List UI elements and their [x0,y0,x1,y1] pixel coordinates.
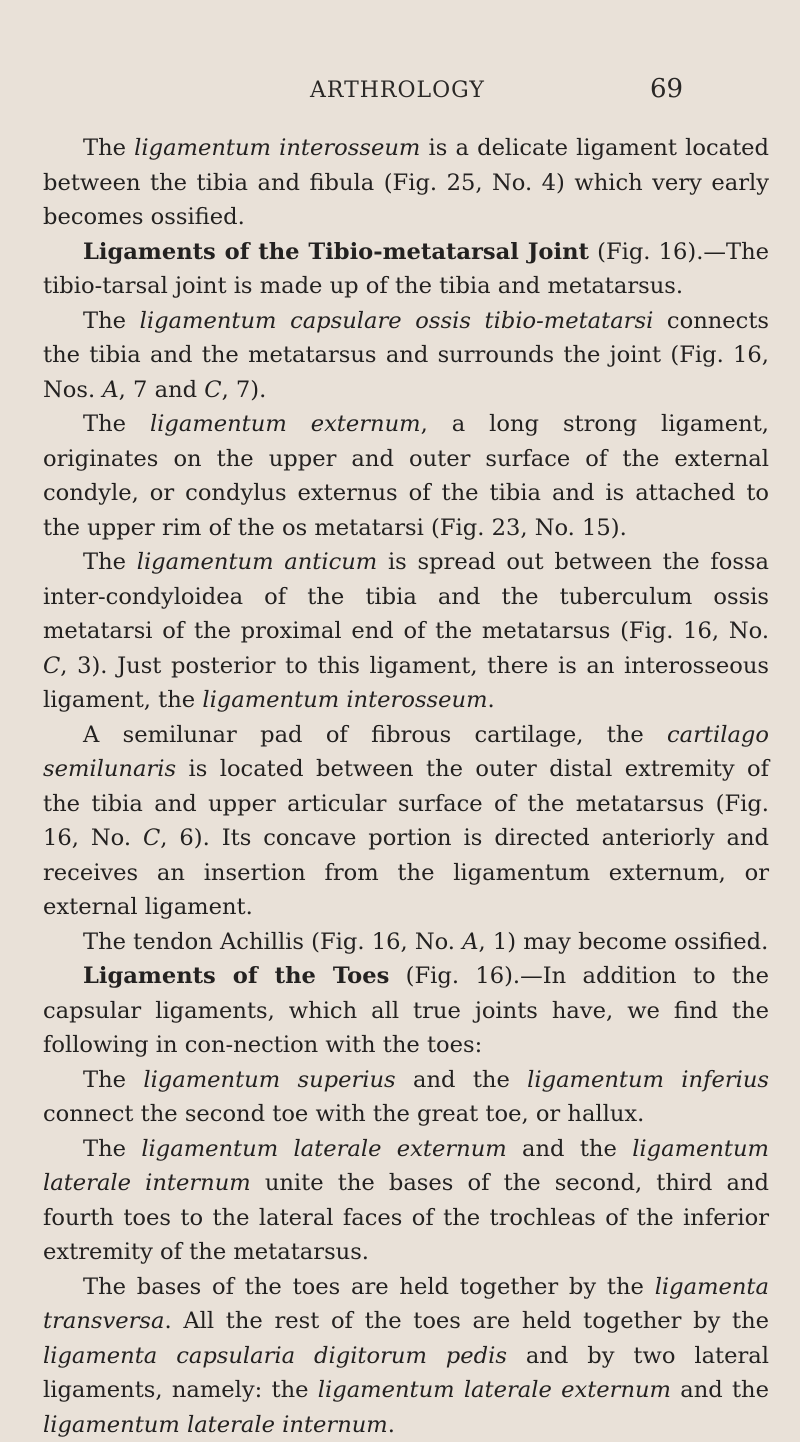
text-run: is spread out between the fossa inter-condyloidea of the tibia and the tuberculum ossis metatarsi of the proximal end of the metatarsus (Fig. 16, No. [43,549,769,644]
text-run: The [83,135,134,161]
paragraph [43,304,769,408]
paragraph [43,1132,769,1270]
text-run: The tendon Achillis (Fig. 16, No. [83,929,462,955]
italic-term: A [462,929,478,955]
italic-term: cartilago semilunaris [43,722,769,783]
italic-term: C [204,377,221,403]
text-run: connect the second toe with the great toe, or hallux. [43,1101,644,1127]
text-run: , 7 and [119,377,205,403]
text-run: , a long strong ligament, originates on the upper and outer surface of the external condyle, or condylus externus of the tibia and is attached to the upper rim of the os metatarsi (Fig. 23, No. 15). [43,411,769,541]
text-run: The [83,549,137,575]
italic-term: ligamentum interosseum [134,135,420,161]
text-run: The bases of the toes are held together by the [83,1274,655,1300]
italic-term: ligamentum laterale internum [43,1412,388,1438]
text-run: The [83,1067,143,1093]
italic-term: ligamentum inferius [527,1067,769,1093]
paragraph [43,545,769,718]
italic-term: A [102,377,118,403]
italic-term: ligamentum externum [150,411,421,437]
italic-term: ligamentum capsulare ossis tibio-metatarsi [140,308,654,334]
paragraph [43,925,769,960]
text-run: . All the rest of the toes are held together by the [165,1308,770,1334]
section-heading: Ligaments of the Tibio-metatarsal Joint [83,239,589,265]
italic-term: ligamentum laterale externum [318,1377,671,1403]
text-run: is located between the outer distal extremity of the tibia and upper articular surface of the metatarsus (Fig. 16, No. [43,756,769,851]
text-run: , 6). Its concave portion is directed anteriorly and receives an insertion from the ligamentum externum, or external ligament. [43,825,769,920]
text-run: is a delicate ligament located between the tibia and fibula (Fig. 25, No. 4) which very early becomes ossified. [43,135,769,230]
section-heading: Ligaments of the Toes [83,963,389,989]
text-run: , 7). [222,377,267,403]
italic-term: ligamentum anticum [137,549,377,575]
text-run: (Fig. 16).—In addition to the capsular ligaments, which all true joints have, we find the following in con-nection with the toes: [43,963,769,1058]
text-run: . [388,1412,395,1438]
text-run: (Fig. 16).—The tibio-tarsal joint is made up of the tibia and metatarsus. [43,239,769,300]
text-run: , 3). Just posterior to this ligament, there is an interosseous ligament, the [43,653,769,714]
text-run: The [83,308,140,334]
italic-term: ligamenta transversa [43,1274,769,1335]
text-run: and the [507,1136,633,1162]
text-run: unite the bases of the second, third and fourth toes to the lateral faces of the trochleas of the inferior extremity of the metatarsus. [43,1170,769,1265]
running-head: ARTHROLOGY [310,78,485,103]
paragraph [43,131,769,235]
paragraph [43,1063,769,1132]
italic-term: ligamentum laterale externum [141,1136,506,1162]
text-run: The [83,1136,141,1162]
text-run: and by two lateral ligaments, namely: the [43,1343,769,1404]
page-number: 69 [650,74,683,104]
paragraph [43,718,769,925]
italic-term: ligamentum interosseum [202,687,487,713]
italic-term: C [43,653,60,679]
italic-term: ligamentum superius [143,1067,395,1093]
text-run: , 1) may become ossified. [479,929,769,955]
italic-term: C [143,825,160,851]
italic-term: ligamentum laterale internum [43,1136,769,1197]
paragraph [43,1270,769,1442]
text-run: and the [396,1067,528,1093]
text-run: A semilunar pad of fibrous cartilage, the [83,722,667,748]
body-text [43,131,769,1442]
italic-term: ligamenta capsularia digitorum pedis [43,1343,507,1369]
paragraph [43,407,769,545]
text-run: . [488,687,495,713]
paragraph [43,959,769,1063]
text-run: The [83,411,150,437]
text-run: connects the tibia and the metatarsus and surrounds the joint (Fig. 16, Nos. [43,308,769,403]
paragraph [43,235,769,304]
text-run: and the [671,1377,769,1403]
